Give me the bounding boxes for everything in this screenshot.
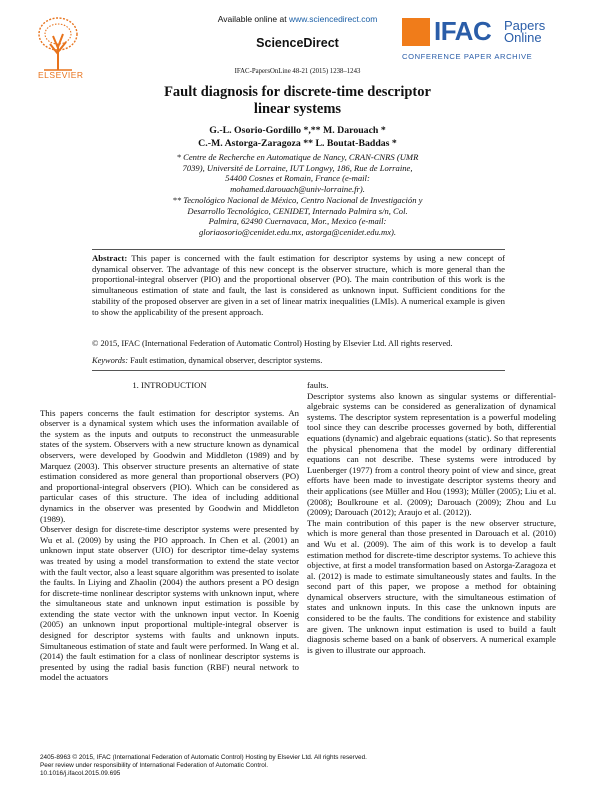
- sciencedirect-link[interactable]: www.sciencedirect.com: [288, 14, 378, 24]
- paragraph: The main contribution of this paper is the new observer structure, which is more general than those presented in Darouach et al. (2010) and Wu et al. (2009). The aim of this work is to develop a fault estimation method for discrete-time descriptor systems. To achieve this objective, at first a model transformation based on Astorga-Zaragoza et al. (2012) is made to estimate simultaneously states and faults. In the second part of this paper, we propose a method for obtaining dynamical observers structure, with the simultaneous estimation of states and unknown inputs. In this case the unknown inputs are considered to be the faults. The conditions for existence and stability are given. The unknown input estimation is used to build a fault diagnosis scheme based on a bank of observers. A numerical example is given to illustrate our approach.: [307, 517, 556, 655]
- authors-line-1: G.-L. Osorio-Gordillo *,** M. Darouach *: [209, 125, 386, 136]
- affiliation-2-line: Desarrollo Tecnológico, CENIDET, Internado Palmira s/n, Col.: [187, 205, 408, 216]
- keywords-label: Keywords:: [92, 356, 128, 365]
- ifac-orange-square-icon: [402, 18, 430, 46]
- right-column: [307, 380, 556, 655]
- paper-title: [0, 84, 595, 118]
- page-footer: [40, 754, 367, 778]
- affiliation-2-line: ** Tecnológico Nacional de México, Centro Nacional de Investigación y: [172, 195, 423, 205]
- affiliation-1-line: * Centre de Recherche en Automatique de Nancy, CRAN-CNRS (UMR: [176, 152, 419, 162]
- paragraph: faults.: [307, 380, 329, 390]
- affiliation-1-email[interactable]: mohamed.darouach@univ-lorraine.fr).: [230, 184, 365, 195]
- ifac-papersonline-logo: [402, 18, 572, 66]
- authors-line-2: C.-M. Astorga-Zaragoza ** L. Boutat-Baddas *: [198, 138, 397, 149]
- footer-peer-review-line: Peer review under responsibility of International Federation of Automatic Control.: [40, 762, 269, 769]
- ifac-wordmark: IFAC: [434, 16, 492, 46]
- abstract-top-rule: [92, 249, 505, 250]
- sciencedirect-title: ScienceDirect: [256, 36, 339, 50]
- journal-reference: IFAC-PapersOnLine 48-21 (2015) 1238–1243: [234, 68, 361, 75]
- affiliation-2: [0, 195, 595, 238]
- affiliation-2-email[interactable]: gloriaosorio@cenidet.edu.mx, astorga@cenidet.edu.mx).: [198, 227, 397, 238]
- abstract-label: Abstract:: [92, 253, 128, 263]
- papers-online-wordmark: [504, 20, 545, 44]
- conference-paper-archive-text: CONFERENCE PAPER ARCHIVE: [402, 52, 533, 61]
- section-heading-introduction: 1. INTRODUCTION: [132, 380, 207, 390]
- paragraph: Descriptor systems also known as singular systems or differential-algebraic systems can be considered as generalization of dynamical systems. The descriptor system representation is a powerful modeling tool since they can describe processes governed by both, differential equations (dynamic) and algebraic equations (static). So that represents the physical phenomena that the model by ordinary differential equations can not describe. These systems were introduced by Luenberger (1977) from a control theory point of view and since, great efforts have been made to investigate descriptor systems theory and their applications (see Müller and Hou (1993); Müller (2005); Liu et al. (2008); Boulkroune et al. (2009); Darouach (2009); Zhou and Lu (2009); Darouach (2012); Araujo et al. (2012)).: [307, 390, 556, 518]
- abstract: [92, 253, 505, 317]
- papers-word: Papers: [504, 18, 546, 33]
- available-prefix: Available online at: [217, 14, 287, 24]
- keywords: [92, 356, 505, 365]
- title-line-2: linear systems: [253, 101, 342, 117]
- keywords-text: Fault estimation, dynamical observer, descriptor systems.: [130, 356, 323, 365]
- paragraph: This papers concerns the fault estimation for descriptor systems. An observer is a dynamical system which uses the information available of the system as the inputs and outputs to reconstruct the unmeasurable states of the system. Observers with a new structure known as dynamical observers, were developed by Goodwin and Middleton (1989) and by Marquez (2003). This observer structure presents an alternative of state estimation considered as more general than proportional observers (PO) and proportional-integral observers (PIO). Which can be considered as particular cases of this structure. The idea of including additional dynamics in the observer was presented by Goodwin and Middleton (1989).: [40, 407, 299, 524]
- footer-doi-link[interactable]: 10.1016/j.ifacol.2015.09.695: [40, 770, 121, 777]
- affiliation-1-line: 54400 Cosnes et Romain, France (e-mail:: [225, 173, 370, 184]
- abstract-bottom-rule: [92, 370, 505, 371]
- abstract-text: This paper is concerned with the fault estimation for descriptor systems by using a new concept of dynamical observer. The advantage of this new concept is the observer structure, which is more general than the proportional-integral observer (PIO) and the proportional observer (PO). The main contribution of this work is the simultaneous estimation of state and fault, the last is considered as unknown input. Sufficient conditions for the stability of the proposed observer are given in a set of linear matrix inequalities (LMIs). A numerical example is given to show the applicability of the present approach.: [92, 253, 505, 317]
- paragraph: Observer design for discrete-time descriptor systems were presented by Wu et al. (2009) by using the PIO approach. In Chen et al. (2001) an unknown input state observer (UIO) for descriptor time-delay systems was treated by using a model transformation to extend the state vector with the fault vector, also a least square algorithm was presented to isolate the faults. In Liying and Zhaolin (2004) the authors present a PO design for discrete-time nonlinear descriptor systems with unknown input, where the simultaneous state and unknown input estimation is possible by extending the state vector with the unknown input vector. In Koenig (2005) an unknown input proportional multiple-integral observer is designed for descriptor systems with faults and unknown inputs. Simultaneous estimation of state and fault were performed. In Wang et al. (2014) the fault estimation for a class of nonlinear descriptor systems is presented by using the radial basis function (RBF) neural network to model the actuators: [40, 524, 299, 683]
- title-line-1: Fault diagnosis for discrete-time descriptor: [164, 84, 431, 100]
- online-word: Online: [504, 30, 542, 45]
- affiliation-1: [0, 152, 595, 195]
- elsevier-wordmark: ELSEVIER: [38, 70, 84, 80]
- affiliation-2-line: Palmira, 62490 Cuernavaca, Mor., Mexico (e-mail:: [208, 216, 387, 227]
- footer-issn-line: 2405-8963 © 2015, IFAC (International Federation of Automatic Control) Hosting by Elsevier Ltd. All rights reserved.: [40, 754, 367, 761]
- copyright-notice: © 2015, IFAC (International Federation of Automatic Control) Hosting by Elsevier Ltd. All rights reserved.: [92, 339, 453, 348]
- left-column: [40, 380, 299, 683]
- affiliation-1-line: 7039), Université de Lorraine, IUT Longwy, 186, Rue de Lorraine,: [182, 162, 413, 173]
